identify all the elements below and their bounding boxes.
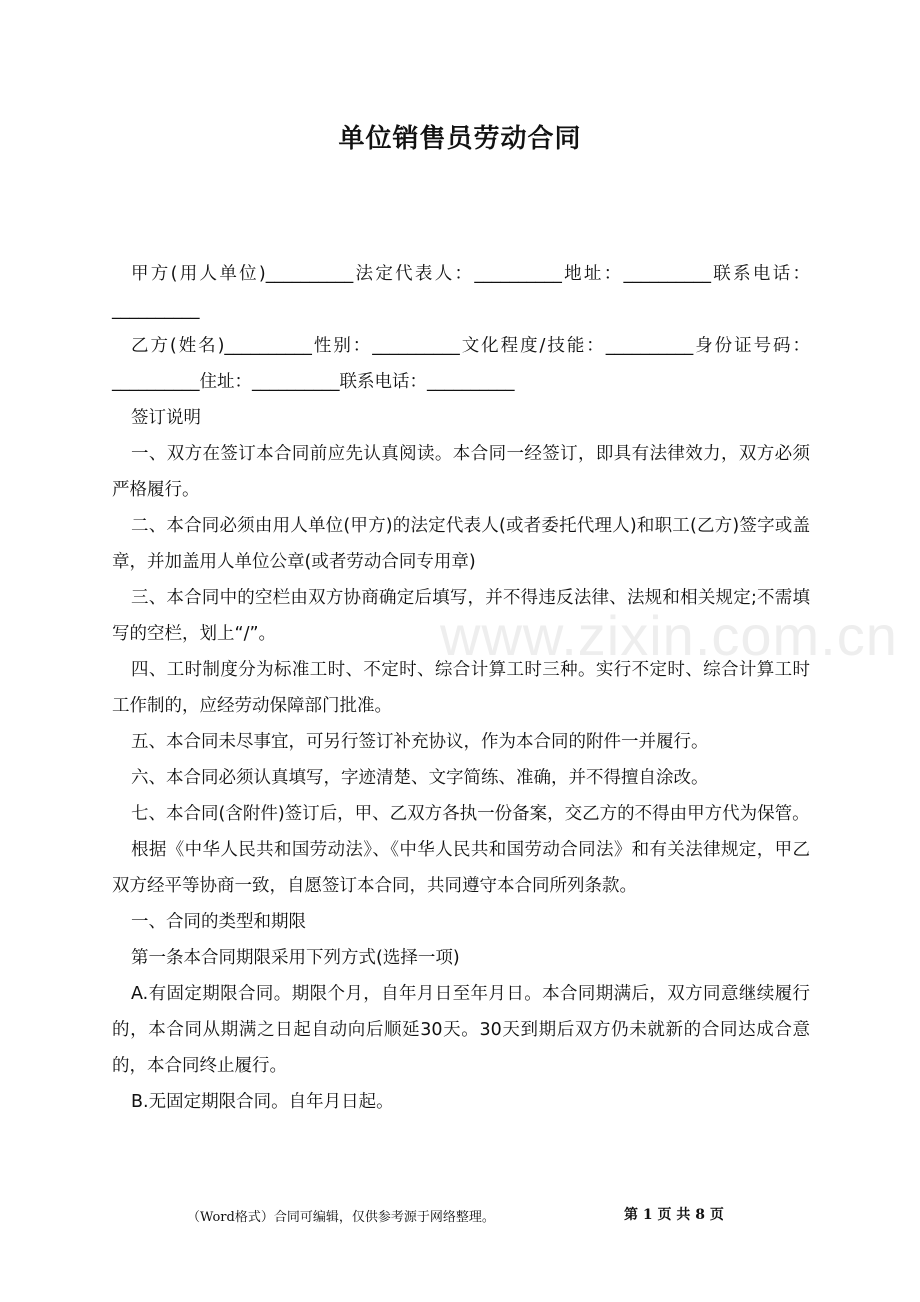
note-5: 五、本合同未尽事宜，可另行签订补充协议，作为本合同的附件一并履行。 xyxy=(131,732,709,752)
note-7: 七、本合同(含附件)签订后，甲、乙双方各执一份备案，交乙方的不得由甲方代为保管。 xyxy=(131,804,810,824)
document-title: 单位销售员劳动合同 xyxy=(338,124,582,154)
watermark: www.zixin.com.cn xyxy=(440,604,898,667)
document-body xyxy=(112,256,810,1120)
option-a: A.有固定期限合同。期限个月，自年月日至年月日。本合同期满后，双方同意继续履行的，本合同从期满之日起自动向后顺延30天。30天到期后双方仍未就新的合同达成合意的，本合同终止履行。 xyxy=(112,984,810,1076)
note-4: 四、工时制度分为标准工时、不定时、综合计算工时三种。实行不定时、综合计算工时工作制的，应经劳动保障部门批准。 xyxy=(112,660,810,716)
note-2: 二、本合同必须由用人单位(甲方)的法定代表人(或者委托代理人)和职工(乙方)签字或盖章，并加盖用人单位公章(或者劳动合同专用章) xyxy=(112,516,810,572)
party-a-line: 甲方(用人单位)__________法定代表人：__________地址：__________联系电话：__________ xyxy=(112,264,810,320)
page-number: 第 1 页 共 8 页 xyxy=(624,1207,724,1223)
preamble: 根据《中华人民共和国劳动法》、《中华人民共和国劳动合同法》和有关法律规定，甲乙双方经平等协商一致，自愿签订本合同，共同遵守本合同所列条款。 xyxy=(112,840,810,896)
article-1: 第一条本合同期限采用下列方式(选择一项) xyxy=(131,948,460,968)
note-3: 三、本合同中的空栏由双方协商确定后填写，并不得违反法律、法规和相关规定;不需填写的空栏，划上“/”。 xyxy=(112,588,810,644)
note-1: 一、双方在签订本合同前应先认真阅读。本合同一经签订，即具有法律效力，双方必须严格履行。 xyxy=(112,444,810,500)
footer-note: （Word格式）合同可编辑，仅供参考源于网络整理。 xyxy=(187,1210,495,1225)
signing-notes-heading: 签订说明 xyxy=(131,408,201,428)
party-b-line: 乙方(姓名)__________性别：__________文化程度/技能：__________身份证号码：__________住址：__________联系电话：__________ xyxy=(112,336,810,392)
section-1-heading: 一、合同的类型和期限 xyxy=(131,912,306,932)
note-6: 六、本合同必须认真填写，字迹清楚、文字简练、准确，并不得擅自涂改。 xyxy=(131,768,709,788)
option-b: B.无固定期限合同。自年月日起。 xyxy=(131,1092,394,1112)
